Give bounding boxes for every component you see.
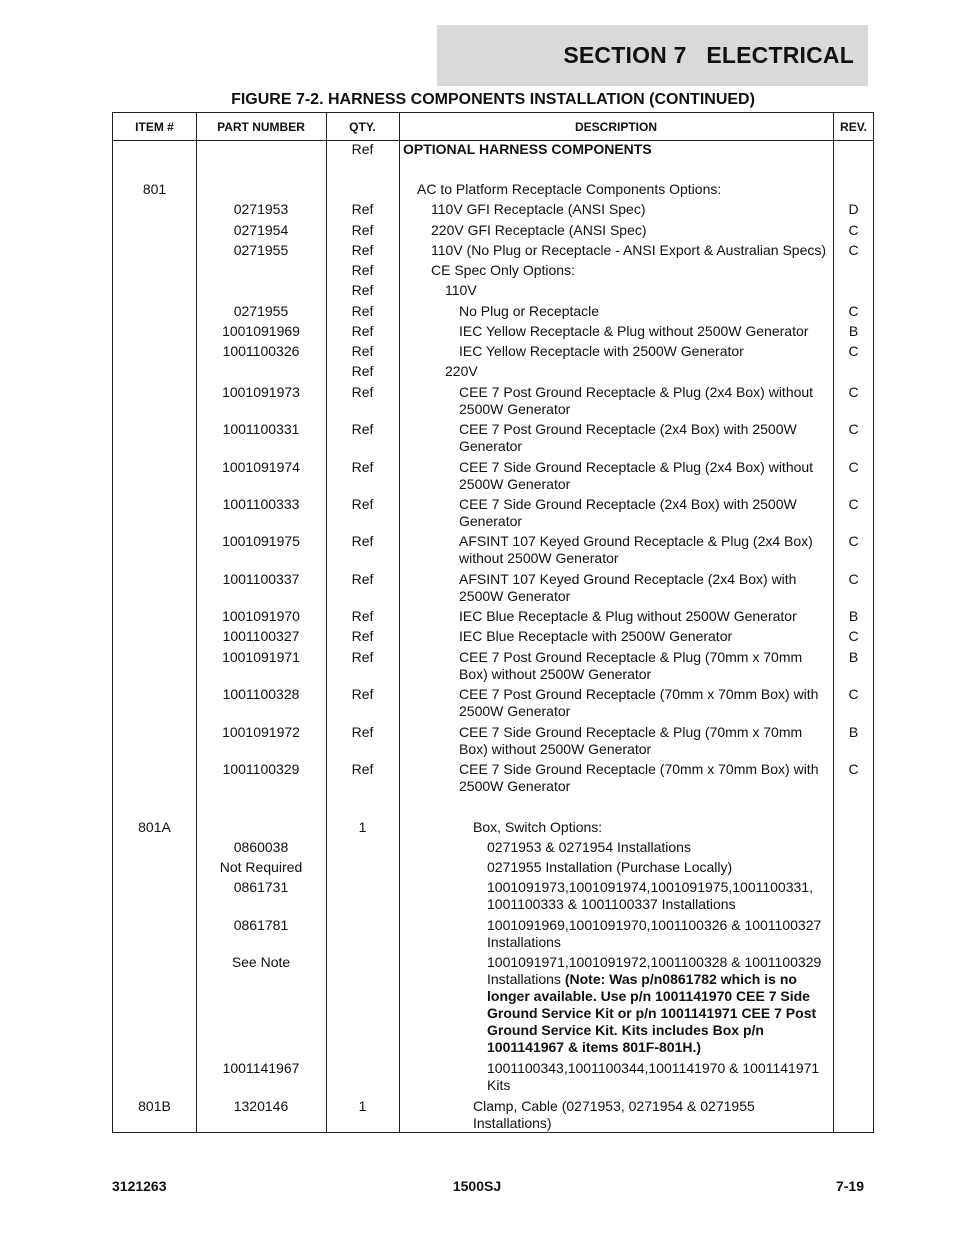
cell-qty: Ref	[351, 571, 374, 587]
cell-qty: Ref	[351, 608, 374, 624]
description-text: 220V GFI Receptacle (ANSI Spec)	[431, 222, 647, 238]
cell-part: 1001100328	[222, 686, 300, 702]
description-text: IEC Blue Receptacle & Plug without 2500W Generator	[459, 608, 797, 624]
cell-qty: Ref	[351, 201, 374, 217]
cell-rev: B	[848, 608, 859, 624]
cell-rev: C	[848, 686, 859, 702]
cell-desc	[431, 222, 830, 239]
description-text: CEE 7 Side Ground Receptacle & Plug (70mm x 70mm Box) without 2500W Generator	[459, 724, 803, 757]
cell-desc	[459, 384, 830, 418]
cell-rev: B	[848, 649, 859, 665]
cell-part: 1001091973	[222, 384, 300, 400]
description-text: CEE 7 Post Ground Receptacle (2x4 Box) with 2500W Generator	[459, 421, 797, 454]
description-text: IEC Yellow Receptacle & Plug without 2500W Generator	[459, 323, 809, 339]
description-text: 1001091969,1001091970,1001100326 & 1001100327 Installations	[487, 917, 822, 950]
description-text: CEE 7 Side Ground Receptacle & Plug (2x4 Box) without 2500W Generator	[459, 459, 814, 492]
description-text: Clamp, Cable (0271953, 0271954 & 0271955 Installations)	[473, 1098, 755, 1131]
cell-part: 1320146	[233, 1098, 289, 1114]
footer-model: 1500SJ	[452, 1178, 502, 1194]
cell-qty: Ref	[351, 533, 374, 549]
cell-part: 1001091970	[222, 608, 300, 624]
cell-desc	[487, 954, 830, 1056]
cell-item: 801A	[138, 819, 171, 835]
cell-rev: C	[848, 384, 859, 400]
description-text: 110V GFI Receptacle (ANSI Spec)	[431, 201, 646, 217]
cell-desc	[459, 571, 830, 605]
cell-rev: C	[848, 761, 859, 777]
cell-desc	[459, 303, 830, 320]
cell-desc	[487, 879, 830, 913]
cell-desc	[487, 859, 830, 876]
cell-desc	[459, 649, 830, 683]
cell-part: 1001100327	[222, 628, 300, 644]
cell-desc	[417, 181, 830, 198]
description-text: 1001100343,1001100344,1001141970 & 1001141971 Kits	[487, 1060, 820, 1093]
cell-part: 1001091974	[222, 459, 300, 475]
cell-qty: Ref	[351, 242, 374, 258]
cell-qty: Ref	[351, 141, 374, 157]
cell-rev: C	[848, 571, 859, 587]
cell-qty: 1	[358, 819, 367, 835]
cell-desc	[459, 459, 830, 493]
cell-part: 1001091971	[222, 649, 300, 665]
cell-desc	[487, 1060, 830, 1094]
cell-desc	[445, 282, 830, 299]
description-text: 220V	[445, 363, 478, 379]
cell-part: 1001100337	[222, 571, 300, 587]
cell-qty: Ref	[351, 282, 374, 298]
cell-part: 1001100333	[222, 496, 300, 512]
cell-desc	[473, 819, 830, 836]
cell-desc	[431, 242, 830, 259]
cell-qty: Ref	[351, 459, 374, 475]
cell-qty: Ref	[351, 222, 374, 238]
cell-part: 1001091975	[222, 533, 300, 549]
cell-desc	[445, 363, 830, 380]
column-header-description: DESCRIPTION	[574, 119, 657, 134]
column-divider	[399, 113, 400, 1132]
figure-title: FIGURE 7-2. HARNESS COMPONENTS INSTALLATION (CONTINUED)	[231, 91, 755, 108]
description-text: No Plug or Receptacle	[459, 303, 600, 319]
description-text: Box, Switch Options:	[473, 819, 603, 835]
cell-rev: D	[848, 201, 859, 217]
cell-desc	[431, 201, 830, 218]
description-text: 110V	[445, 282, 477, 298]
cell-qty: Ref	[351, 421, 374, 437]
cell-part: 0860038	[233, 839, 289, 855]
cell-rev: B	[848, 323, 859, 339]
cell-desc	[459, 628, 830, 645]
cell-part: 1001100326	[222, 343, 300, 359]
description-text: 1001091971,1001091972,1001100328 & 1001100329 Installations	[487, 954, 822, 987]
cell-desc	[459, 533, 830, 567]
cell-rev: C	[848, 303, 859, 319]
description-text: CEE 7 Post Ground Receptacle & Plug (70mm x 70mm Box) without 2500W Generator	[459, 649, 803, 682]
description-text: IEC Yellow Receptacle with 2500W Generator	[459, 343, 744, 359]
cell-part: 0271955	[233, 242, 289, 258]
description-text: AFSINT 107 Keyed Ground Receptacle (2x4 Box) with 2500W Generator	[459, 571, 797, 604]
cell-desc	[487, 839, 830, 856]
cell-rev: C	[848, 533, 859, 549]
cell-rev: C	[848, 459, 859, 475]
cell-qty: Ref	[351, 303, 374, 319]
section-title: SECTION 7 ELECTRICAL	[563, 42, 854, 68]
description-text: CEE 7 Side Ground Receptacle (2x4 Box) with 2500W Generator	[459, 496, 797, 529]
footer-page-number: 7-19	[835, 1178, 864, 1194]
cell-rev: C	[848, 496, 859, 512]
description-text: AC to Platform Receptacle Components Options:	[417, 181, 722, 197]
cell-part: 1001100329	[222, 761, 300, 777]
cell-desc	[473, 1098, 830, 1132]
cell-desc	[459, 724, 830, 758]
cell-desc	[431, 262, 830, 279]
cell-rev: C	[848, 242, 859, 258]
cell-desc	[459, 761, 830, 795]
cell-part: 0271954	[233, 222, 289, 238]
description-text: IEC Blue Receptacle with 2500W Generator	[459, 628, 733, 644]
description-text: CEE 7 Post Ground Receptacle (70mm x 70mm Box) with 2500W Generator	[459, 686, 819, 719]
column-header-qty: QTY.	[349, 119, 376, 134]
description-text: 0271955 Installation (Purchase Locally)	[487, 859, 733, 875]
description-text: OPTIONAL HARNESS COMPONENTS	[403, 141, 652, 157]
cell-desc	[487, 917, 830, 951]
cell-qty: Ref	[351, 496, 374, 512]
cell-qty: Ref	[351, 686, 374, 702]
section-header	[437, 25, 868, 86]
cell-desc	[459, 608, 830, 625]
cell-rev: B	[848, 724, 859, 740]
column-header-part-number: PART NUMBER	[217, 119, 305, 134]
cell-rev: C	[848, 222, 859, 238]
cell-part: 0861781	[233, 917, 289, 933]
cell-part: 0271955	[233, 303, 289, 319]
cell-rev: C	[848, 343, 859, 359]
cell-qty: Ref	[351, 343, 374, 359]
description-text: CE Spec Only Options:	[431, 262, 575, 278]
description-text: AFSINT 107 Keyed Ground Receptacle & Plug (2x4 Box) without 2500W Generator	[459, 533, 813, 566]
cell-qty: 1	[358, 1098, 367, 1114]
cell-item: 801B	[138, 1098, 171, 1114]
cell-qty: Ref	[351, 628, 374, 644]
description-text: CEE 7 Post Ground Receptacle & Plug (2x4 Box) without 2500W Generator	[459, 384, 814, 417]
cell-qty: Ref	[351, 363, 374, 379]
cell-part: See Note	[231, 954, 291, 970]
cell-part: 1001091969	[222, 323, 300, 339]
description-text: 110V (No Plug or Receptacle - ANSI Export & Australian Specs)	[431, 242, 827, 258]
cell-part: 0861731	[233, 879, 289, 895]
cell-desc	[459, 421, 830, 455]
cell-part: 1001141967	[222, 1060, 300, 1076]
cell-part: 1001100331	[222, 421, 300, 437]
cell-qty: Ref	[351, 262, 374, 278]
description-text: 1001091973,1001091974,1001091975,1001100331, 1001100333 & 1001100337 Installations	[487, 879, 813, 912]
column-header-item: ITEM #	[135, 119, 174, 134]
parts-table	[112, 112, 874, 1133]
column-header-rev: REV.	[840, 119, 867, 134]
cell-qty: Ref	[351, 724, 374, 740]
cell-qty: Ref	[351, 384, 374, 400]
cell-desc	[459, 496, 830, 530]
cell-part: 1001091972	[222, 724, 300, 740]
cell-desc	[459, 343, 830, 360]
cell-desc	[403, 141, 830, 158]
description-text: CEE 7 Side Ground Receptacle (70mm x 70mm Box) with 2500W Generator	[459, 761, 819, 794]
description-text: 0271953 & 0271954 Installations	[487, 839, 691, 855]
cell-item: 801	[142, 181, 167, 197]
cell-qty: Ref	[351, 761, 374, 777]
cell-qty: Ref	[351, 323, 374, 339]
description-note: (Note: Was p/n0861782 which is no longer available. Use p/n 1001141970 CEE 7 Side Ground Service Kit or p/n 1001141971 CEE 7 Post Ground Service Kit. Kits includes Box p/n 1001141967 & items 801F-801H.)	[487, 971, 817, 1055]
cell-qty: Ref	[351, 649, 374, 665]
cell-rev: C	[848, 421, 859, 437]
cell-part: 0271953	[233, 201, 289, 217]
footer-document-number: 3121263	[112, 1178, 167, 1194]
cell-desc	[459, 686, 830, 720]
cell-part: Not Required	[219, 859, 303, 875]
cell-rev: C	[848, 628, 859, 644]
cell-desc	[459, 323, 830, 340]
